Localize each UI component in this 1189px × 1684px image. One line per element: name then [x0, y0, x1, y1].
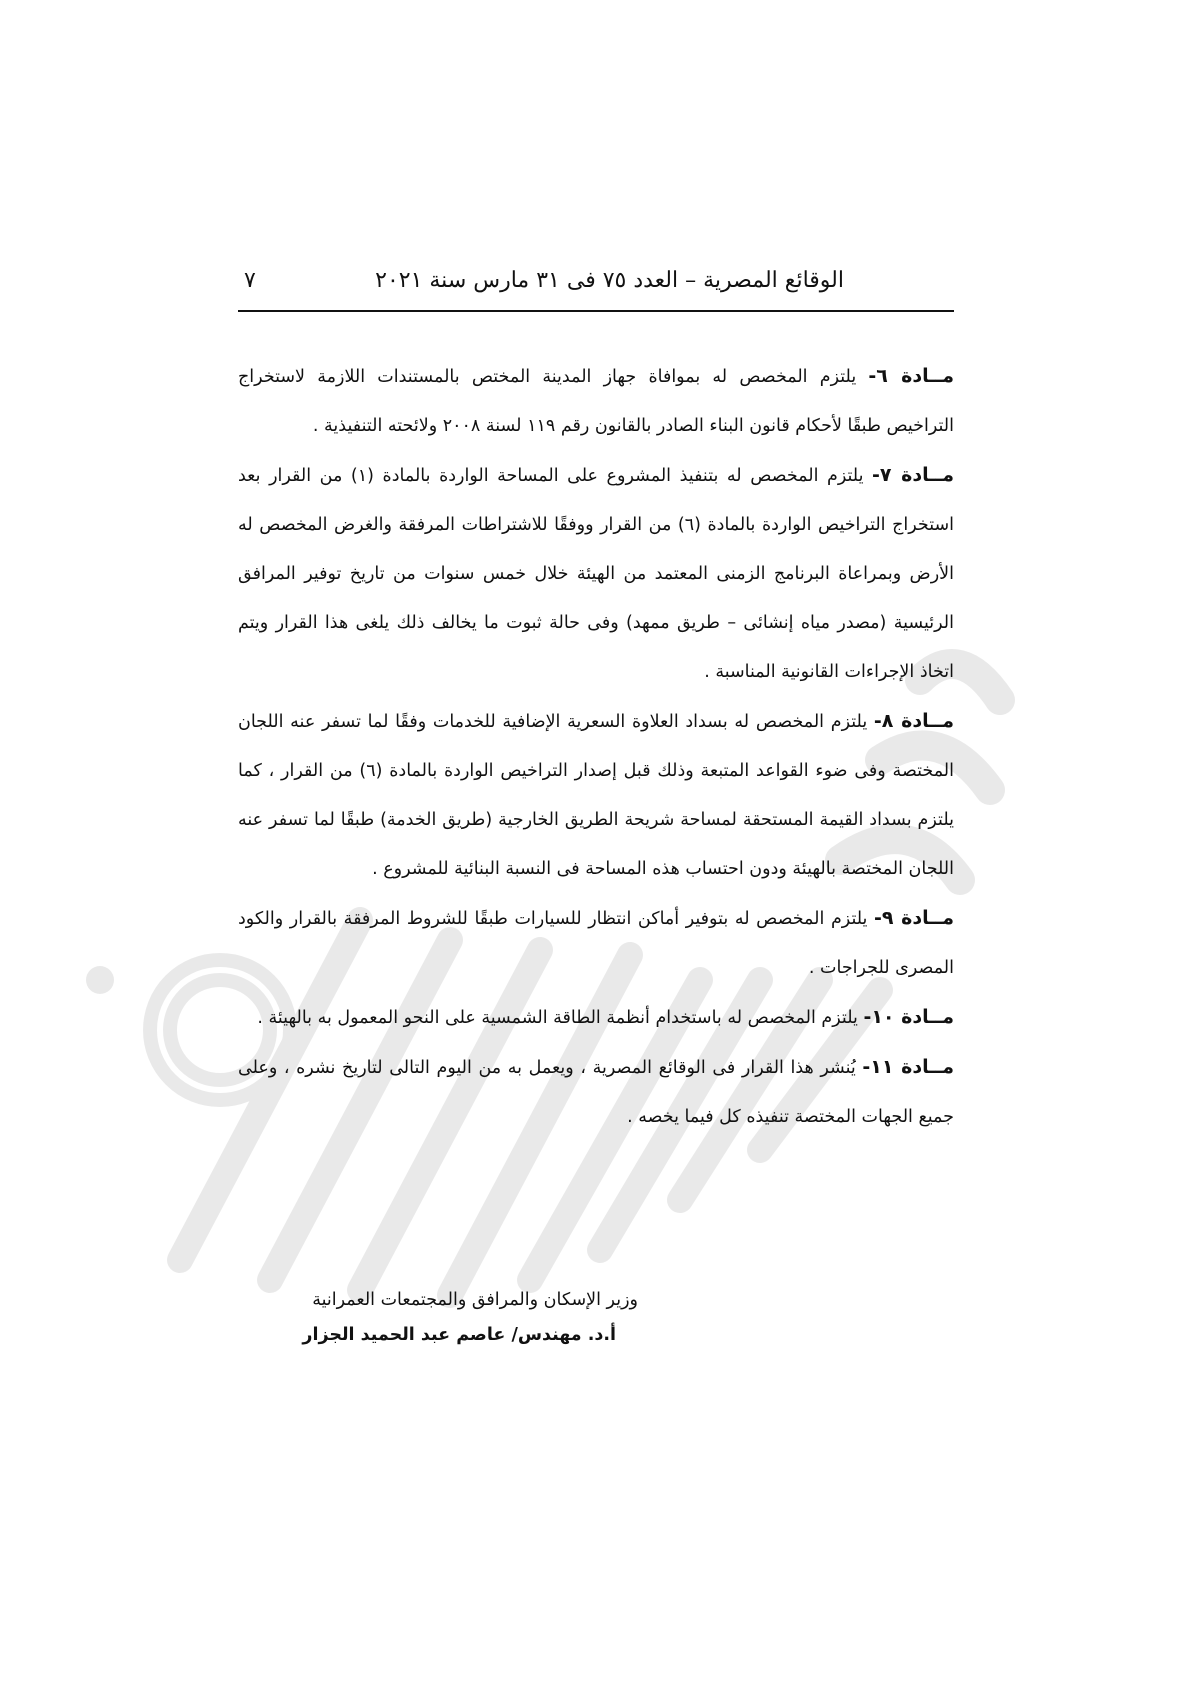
- article-6: [238, 352, 954, 451]
- article-text: يلتزم المخصص له بتنفيذ المشروع على المساحة الواردة بالمادة (١) من القرار بعد استخراج التراخيص الواردة بالمادة (٦) من القرار ووفقًا للاشتراطات المرفقة والغرض المخصص له الأرض وبمراعاة البرنامج الزمنى المعتمد من الهيئة خلال خمس سنوات من تاريخ توفير المرافق الرئيسية (مصدر مياه إنشائى – طريق ممهد) وفى حالة ثبوت ما يخالف ذلك يلغى هذا القرار ويتم اتخاذ الإجراءات القانونية المناسبة .: [238, 466, 955, 682]
- article-11: [238, 1043, 954, 1142]
- article-label: مــادة ١٠-: [863, 1006, 954, 1028]
- document-body: [238, 352, 954, 1142]
- article-text: يلتزم المخصص له باستخدام أنظمة الطاقة الشمسية على النحو المعمول به بالهيئة .: [257, 1008, 864, 1028]
- article-8: [238, 697, 954, 894]
- header-title: الوقائع المصرية – العدد ٧٥ فى ٣١ مارس سنة ٢٠٢١: [375, 268, 844, 293]
- page-number: ٧: [244, 268, 256, 293]
- article-label: مــادة ٧-: [872, 464, 954, 486]
- article-7: [238, 451, 954, 697]
- signatory-name: أ.د. مهندس/ عاصم عبد الحميد الجزار: [302, 1325, 616, 1345]
- signatory-title: وزير الإسكان والمرافق والمجتمعات العمرانية: [312, 1290, 638, 1310]
- signature-block: [238, 1283, 638, 1353]
- article-label: مــادة ٨-: [873, 710, 954, 732]
- article-9: [238, 894, 954, 993]
- page-header: [238, 266, 954, 312]
- article-10: [238, 993, 954, 1043]
- article-label: مــادة ١١-: [862, 1056, 955, 1078]
- article-text: يلتزم المخصص له بسداد العلاوة السعرية الإضافية للخدمات وفقًا لما تسفر عنه اللجان المختصة وفى ضوء القواعد المتبعة وذلك قبل إصدار التراخيص الواردة بالمادة (٦) من القرار ، كما يلتزم بسداد القيمة المستحقة لمساحة شريحة الطريق الخارجية (طريق الخدمة) طبقًا لما تسفر عنه اللجان المختصة بالهيئة ودون احتساب هذه المساحة فى النسبة البنائية للمشروع .: [238, 712, 955, 879]
- article-label: مــادة ٩-: [874, 907, 954, 929]
- article-text: يُنشر هذا القرار فى الوقائع المصرية ، ويعمل به من اليوم التالى لتاريخ نشره ، وعلى جميع الجهات المختصة تنفيذه كل فيما يخصه .: [238, 1058, 954, 1127]
- article-label: مــادة ٦-: [868, 365, 954, 387]
- article-text: يلتزم المخصص له بموافاة جهاز المدينة المختص بالمستندات اللازمة لاستخراج التراخيص طبقًا لأحكام قانون البناء الصادر بالقانون رقم ١١٩ لسنة ٢٠٠٨ ولائحته التنفيذية .: [238, 367, 954, 436]
- article-text: يلتزم المخصص له بتوفير أماكن انتظار للسيارات طبقًا للشروط المرفقة بالقرار والكود المصرى للجراجات .: [238, 909, 954, 978]
